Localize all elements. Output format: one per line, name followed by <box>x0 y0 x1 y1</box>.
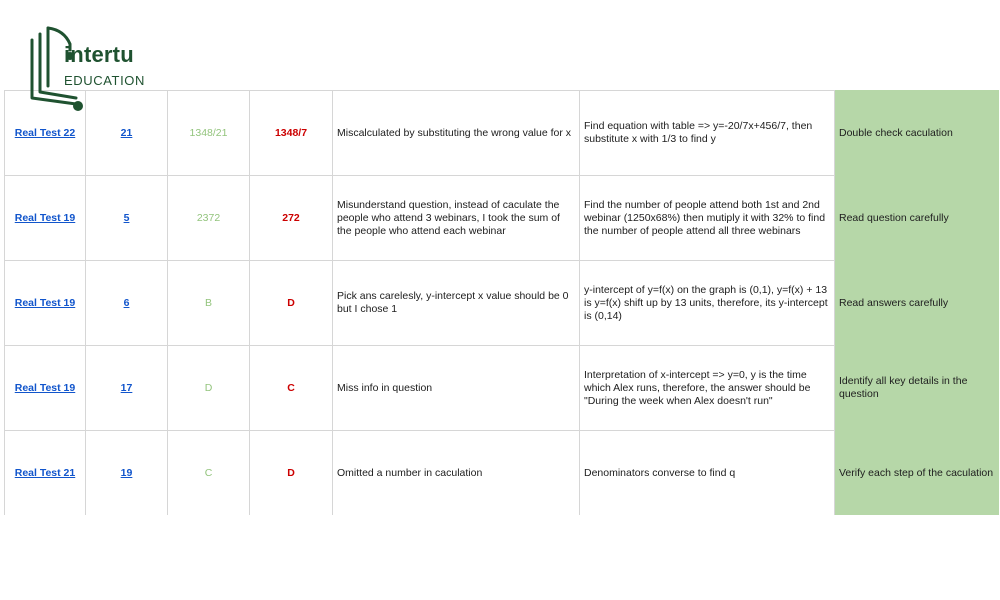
test-cell <box>5 261 86 346</box>
correct-answer-cell: B <box>168 261 250 346</box>
table-row <box>5 346 1000 431</box>
mistake-cell: Omitted a number in caculation <box>333 431 580 516</box>
mistake-cell: Misunderstand question, instead of caculate the people who attend 3 webinars, I took the sum of the people who attend each webinar <box>333 176 580 261</box>
question-cell <box>86 261 168 346</box>
correct-answer-cell: 1348/21 <box>168 91 250 176</box>
my-answer-cell: 1348/7 <box>250 91 333 176</box>
table-row <box>5 176 1000 261</box>
mistake-log-table <box>4 90 999 515</box>
solution-cell: y-intercept of y=f(x) on the graph is (0,1), y=f(x) + 13 is y=f(x) shift up by 13 units, therefore, its y-intercept is (0,14) <box>580 261 835 346</box>
test-link[interactable]: Real Test 22 <box>14 126 76 139</box>
my-answer-cell: D <box>250 261 333 346</box>
logo-wordmark: intertu <box>64 42 134 67</box>
question-link[interactable]: 19 <box>120 466 133 479</box>
my-answer-cell: 272 <box>250 176 333 261</box>
mistake-log-sheet <box>4 90 999 515</box>
lesson-cell: Identify all key details in the question <box>835 346 1000 431</box>
solution-cell: Denominators converse to find q <box>580 431 835 516</box>
correct-answer-cell: 2372 <box>168 176 250 261</box>
solution-cell: Interpretation of x-intercept => y=0, y is the time which Alex runs, therefore, the answer should be "During the week when Alex doesn't run" <box>580 346 835 431</box>
question-cell <box>86 176 168 261</box>
lesson-cell: Double check caculation <box>835 91 1000 176</box>
test-link[interactable]: Real Test 19 <box>14 296 76 309</box>
book-spine-icon <box>24 26 86 112</box>
lesson-cell: Read question carefully <box>835 176 1000 261</box>
my-answer-cell: C <box>250 346 333 431</box>
question-link[interactable]: 17 <box>120 381 133 394</box>
correct-answer-cell: D <box>168 346 250 431</box>
test-link[interactable]: Real Test 19 <box>14 211 76 224</box>
my-answer-cell: D <box>250 431 333 516</box>
test-link[interactable]: Real Test 21 <box>14 466 76 479</box>
mistake-cell: Pick ans carelesly, y-intercept x value should be 0 but I chose 1 <box>333 261 580 346</box>
correct-answer-cell: C <box>168 431 250 516</box>
lesson-cell: Verify each step of the caculation <box>835 431 1000 516</box>
table-row <box>5 261 1000 346</box>
table-row <box>5 431 1000 516</box>
mistake-cell: Miscalculated by substituting the wrong value for x <box>333 91 580 176</box>
question-link[interactable]: 21 <box>120 126 133 139</box>
lesson-cell: Read answers carefully <box>835 261 1000 346</box>
question-link[interactable]: 6 <box>123 296 130 309</box>
test-cell <box>5 176 86 261</box>
test-cell <box>5 431 86 516</box>
solution-cell: Find equation with table => y=-20/7x+456/7, then substitute x with 1/3 to find y <box>580 91 835 176</box>
question-cell <box>86 431 168 516</box>
question-cell <box>86 346 168 431</box>
test-link[interactable]: Real Test 19 <box>14 381 76 394</box>
solution-cell: Find the number of people attend both 1st and 2nd webinar (1250x68%) then mutiply it with 32% to find the number of people attend all three webinars <box>580 176 835 261</box>
mistake-cell: Miss info in question <box>333 346 580 431</box>
test-cell <box>5 346 86 431</box>
question-link[interactable]: 5 <box>123 211 130 224</box>
logo-subtitle: EDUCATION <box>64 73 145 88</box>
intertu-logo <box>24 26 164 112</box>
